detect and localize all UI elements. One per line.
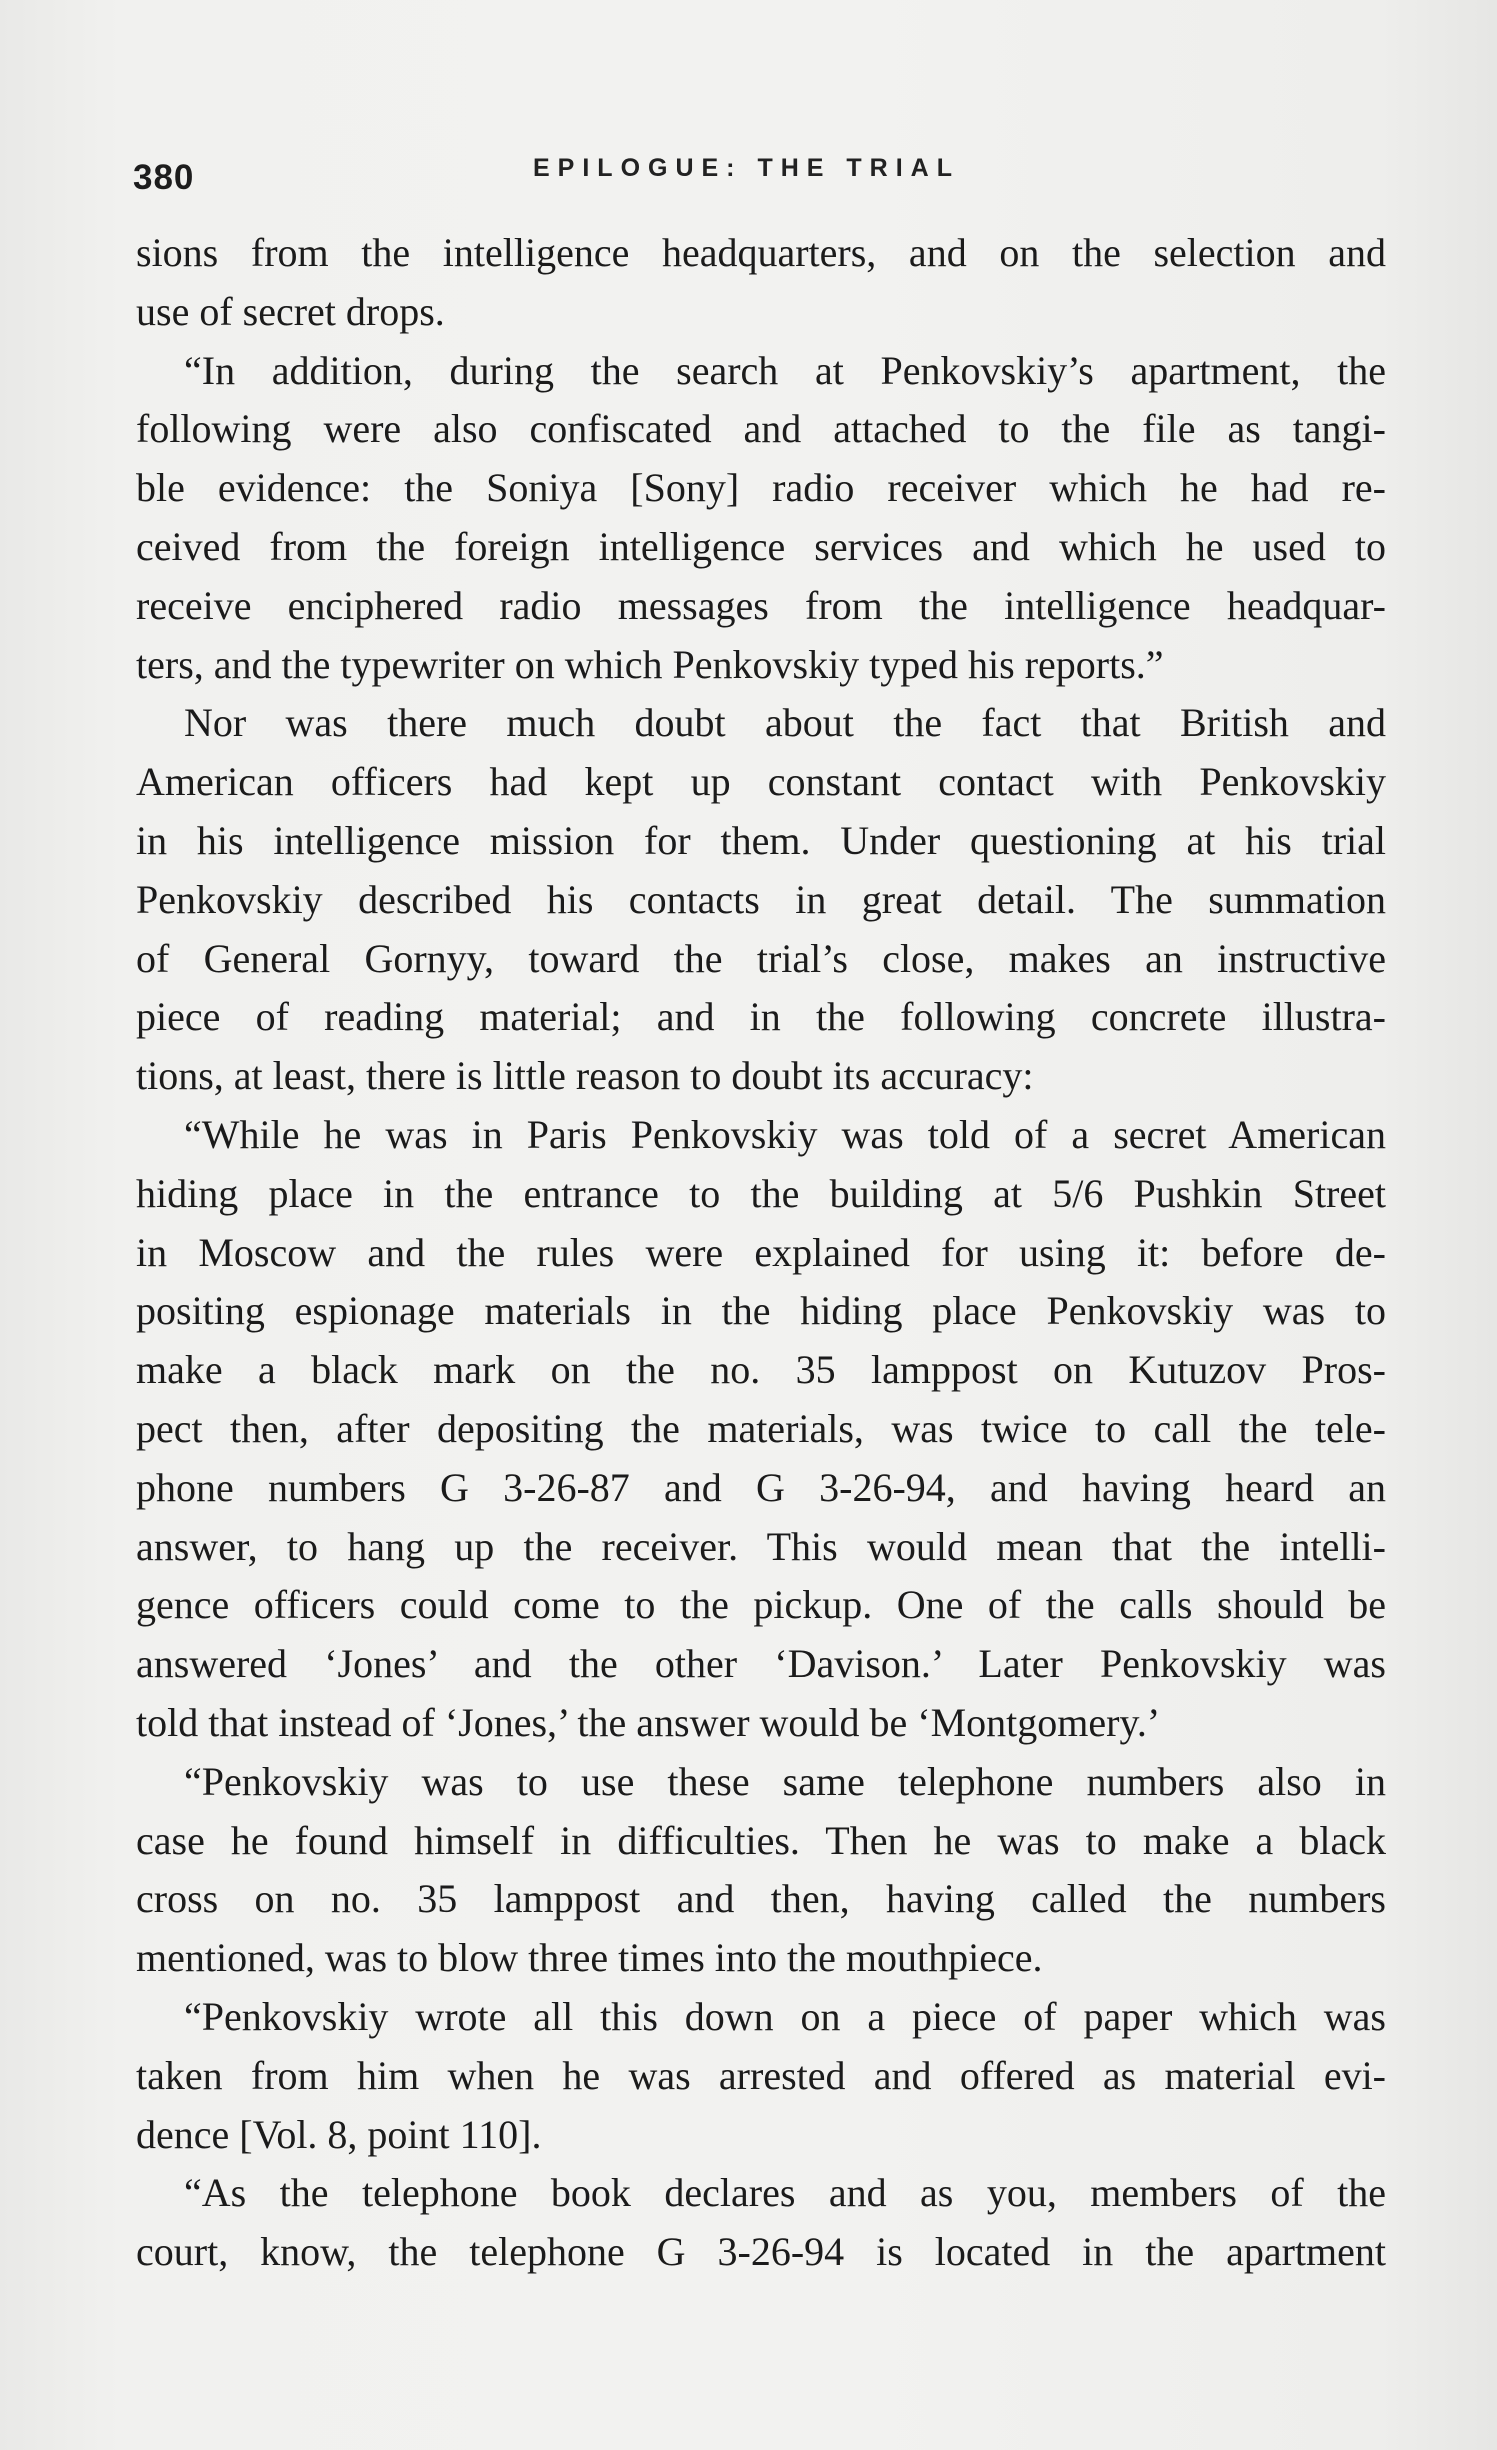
text-line: dence [Vol. 8, point 110]. — [136, 2111, 542, 2157]
text-line: use of secret drops. — [136, 288, 445, 334]
text-line: of General Gornyy, toward the trial’s close, makes an instructive — [136, 935, 1386, 981]
text-line: American officers had kept up constant contact with Penkovskiy — [136, 759, 1386, 805]
text-line: hiding place in the entrance to the building at 5/6 Pushkin Street — [136, 1170, 1386, 1216]
page-header — [133, 150, 1383, 210]
text-line: gence officers could come to the pickup. One of the calls should be — [136, 1582, 1386, 1628]
text-line: “Penkovskiy wrote all this down on a piece of paper which was — [184, 1993, 1386, 2039]
text-line: “In addition, during the search at Penkovskiy’s apartment, the — [184, 347, 1386, 393]
text-line: ceived from the foreign intelligence services and which he used to — [136, 523, 1386, 569]
text-line: receive enciphered radio messages from the intelligence headquar- — [136, 582, 1386, 628]
running-head: EPILOGUE: THE TRIAL — [533, 154, 960, 182]
text-line: case he found himself in difficulties. Then he was to make a black — [136, 1817, 1386, 1863]
text-line: in Moscow and the rules were explained for using it: before de- — [136, 1229, 1386, 1275]
text-line: tions, at least, there is little reason to doubt its accuracy: — [136, 1053, 1034, 1099]
text-line: piece of reading material; and in the following concrete illustra- — [136, 994, 1386, 1040]
body-text — [136, 224, 1386, 2282]
text-line: mentioned, was to blow three times into the mouthpiece. — [136, 1935, 1043, 1981]
text-line: Penkovskiy described his contacts in great detail. The summation — [136, 876, 1386, 922]
text-line: “Penkovskiy was to use these same telephone numbers also in — [184, 1758, 1386, 1804]
text-line: sions from the intelligence headquarters, and on the selection and — [136, 230, 1386, 275]
text-line: in his intelligence mission for them. Under questioning at his trial — [136, 817, 1386, 863]
text-line: answer, to hang up the receiver. This would mean that the intelli- — [136, 1523, 1386, 1569]
text-line: ble evidence: the Soniya [Sony] radio receiver which he had re- — [136, 465, 1386, 511]
text-line: cross on no. 35 lamppost and then, having called the numbers — [136, 1876, 1386, 1922]
text-line: pect then, after depositing the materials, was twice to call the tele- — [136, 1405, 1386, 1451]
text-line: following were also confiscated and attached to the file as tangi- — [136, 406, 1386, 452]
text-line: ters, and the typewriter on which Penkovskiy typed his reports.” — [136, 641, 1164, 687]
text-line: “As the telephone book declares and as you, members of the — [184, 2170, 1386, 2216]
text-line: answered ‘Jones’ and the other ‘Davison.’ Later Penkovskiy was — [136, 1641, 1386, 1687]
text-line: positing espionage materials in the hiding place Penkovskiy was to — [136, 1288, 1386, 1334]
page-number: 380 — [133, 158, 195, 197]
text-line: make a black mark on the no. 35 lamppost on Kutuzov Pros- — [136, 1347, 1386, 1393]
text-line: taken from him when he was arrested and offered as material evi- — [136, 2052, 1386, 2098]
text-line: told that instead of ‘Jones,’ the answer would be ‘Montgomery.’ — [136, 1699, 1161, 1745]
text-line: “While he was in Paris Penkovskiy was told of a secret American — [184, 1111, 1386, 1157]
text-line: Nor was there much doubt about the fact that British and — [184, 700, 1386, 746]
text-line: court, know, the telephone G 3-26-94 is located in the apartment — [136, 2229, 1386, 2275]
text-line: phone numbers G 3-26-87 and G 3-26-94, and having heard an — [136, 1464, 1386, 1510]
